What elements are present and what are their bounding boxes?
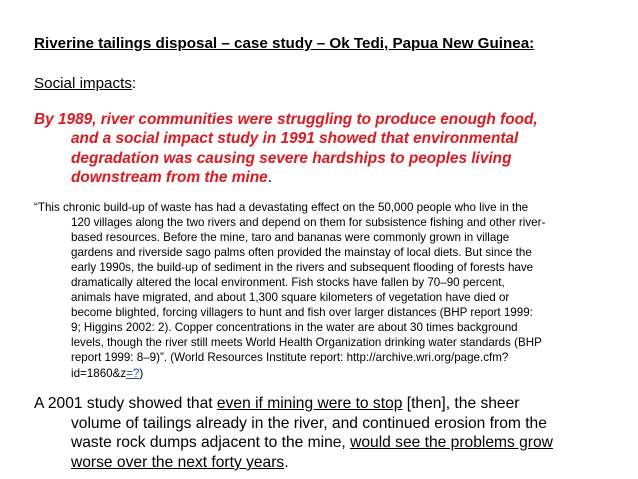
section-heading-label: Social impacts bbox=[34, 75, 132, 92]
highlight-line-last bbox=[34, 168, 624, 187]
conclusion-text: A 2001 study showed that bbox=[34, 395, 217, 412]
highlight-line: By 1989, river communities were struggling to produce enough food, bbox=[34, 111, 538, 128]
quote-line: early 1990s, the build-up of sediment in the rivers and subsequent flooding of forests have bbox=[71, 261, 534, 275]
quote-line-last bbox=[34, 366, 630, 381]
highlight-line: and a social impact study in 1991 showed that environmental bbox=[71, 130, 519, 148]
conclusion-line bbox=[34, 453, 630, 473]
conclusion-underlined: worse over the next forty years bbox=[71, 453, 285, 471]
quote-line: levels, though the river still meets World Health Organization drinking water standards (BHP bbox=[71, 336, 542, 350]
conclusion-line: volume of tailings already in the river, and continued erosion from the bbox=[71, 414, 547, 432]
conclusion-underlined: even if mining were to stop bbox=[216, 395, 403, 412]
highlight-paragraph bbox=[34, 110, 624, 188]
conclusion-text: [then], the sheer bbox=[402, 395, 520, 412]
section-heading bbox=[34, 74, 136, 93]
quote-line: “This chronic build-up of waste has had a devastating effect on the 50,000 people who live in the bbox=[34, 201, 529, 214]
highlight-line: degradation was causing severe hardships to peoples living bbox=[71, 149, 512, 167]
quote-close-paren: ) bbox=[139, 366, 144, 380]
conclusion-period: . bbox=[284, 453, 289, 471]
quote-line: animals have migrated, and about 1,300 square kilometers of vegetation have died or bbox=[71, 291, 510, 305]
quote-line: report 1999: 8–9)”. (World Resources Institute report: http://archive.wri.org/page.cfm? bbox=[71, 351, 509, 365]
conclusion-underlined: would see the problems grow bbox=[350, 434, 553, 452]
conclusion-line bbox=[34, 394, 630, 414]
conclusion-text: waste rock dumps adjacent to the mine, bbox=[71, 434, 351, 452]
section-heading-colon: : bbox=[131, 75, 137, 92]
source-link[interactable]: =? bbox=[126, 366, 140, 380]
quote-paragraph bbox=[34, 200, 630, 381]
quote-line: based resources. Before the mine, taro and bananas were commonly grown in village bbox=[71, 231, 510, 245]
quote-line: 120 villages along the two rivers and depend on them for subsistence fishing and other river- bbox=[71, 216, 546, 230]
slide-title: Riverine tailings disposal – case study – Ok Tedi, Papua New Guinea: bbox=[34, 35, 535, 52]
quote-line: dramatically altered the local environment. Fish stocks have fallen by 70–90 percent, bbox=[71, 276, 505, 290]
quote-line: 9; Higgins 2002: 2). Copper concentrations in the water are about 30 times background bbox=[71, 321, 518, 335]
quote-line: become blighted, forcing villagers to hunt and fish over larger distances (BHP report 1999: bbox=[71, 306, 533, 320]
quote-source-text: id=1860&z bbox=[71, 366, 127, 380]
conclusion-line bbox=[34, 433, 630, 453]
highlight-period: . bbox=[267, 169, 272, 187]
conclusion-paragraph bbox=[34, 394, 630, 472]
quote-line: gardens and riverside sago palms often provided the mainstay of local diets. But since the bbox=[71, 246, 532, 260]
highlight-line-text: downstream from the mine bbox=[71, 169, 268, 187]
